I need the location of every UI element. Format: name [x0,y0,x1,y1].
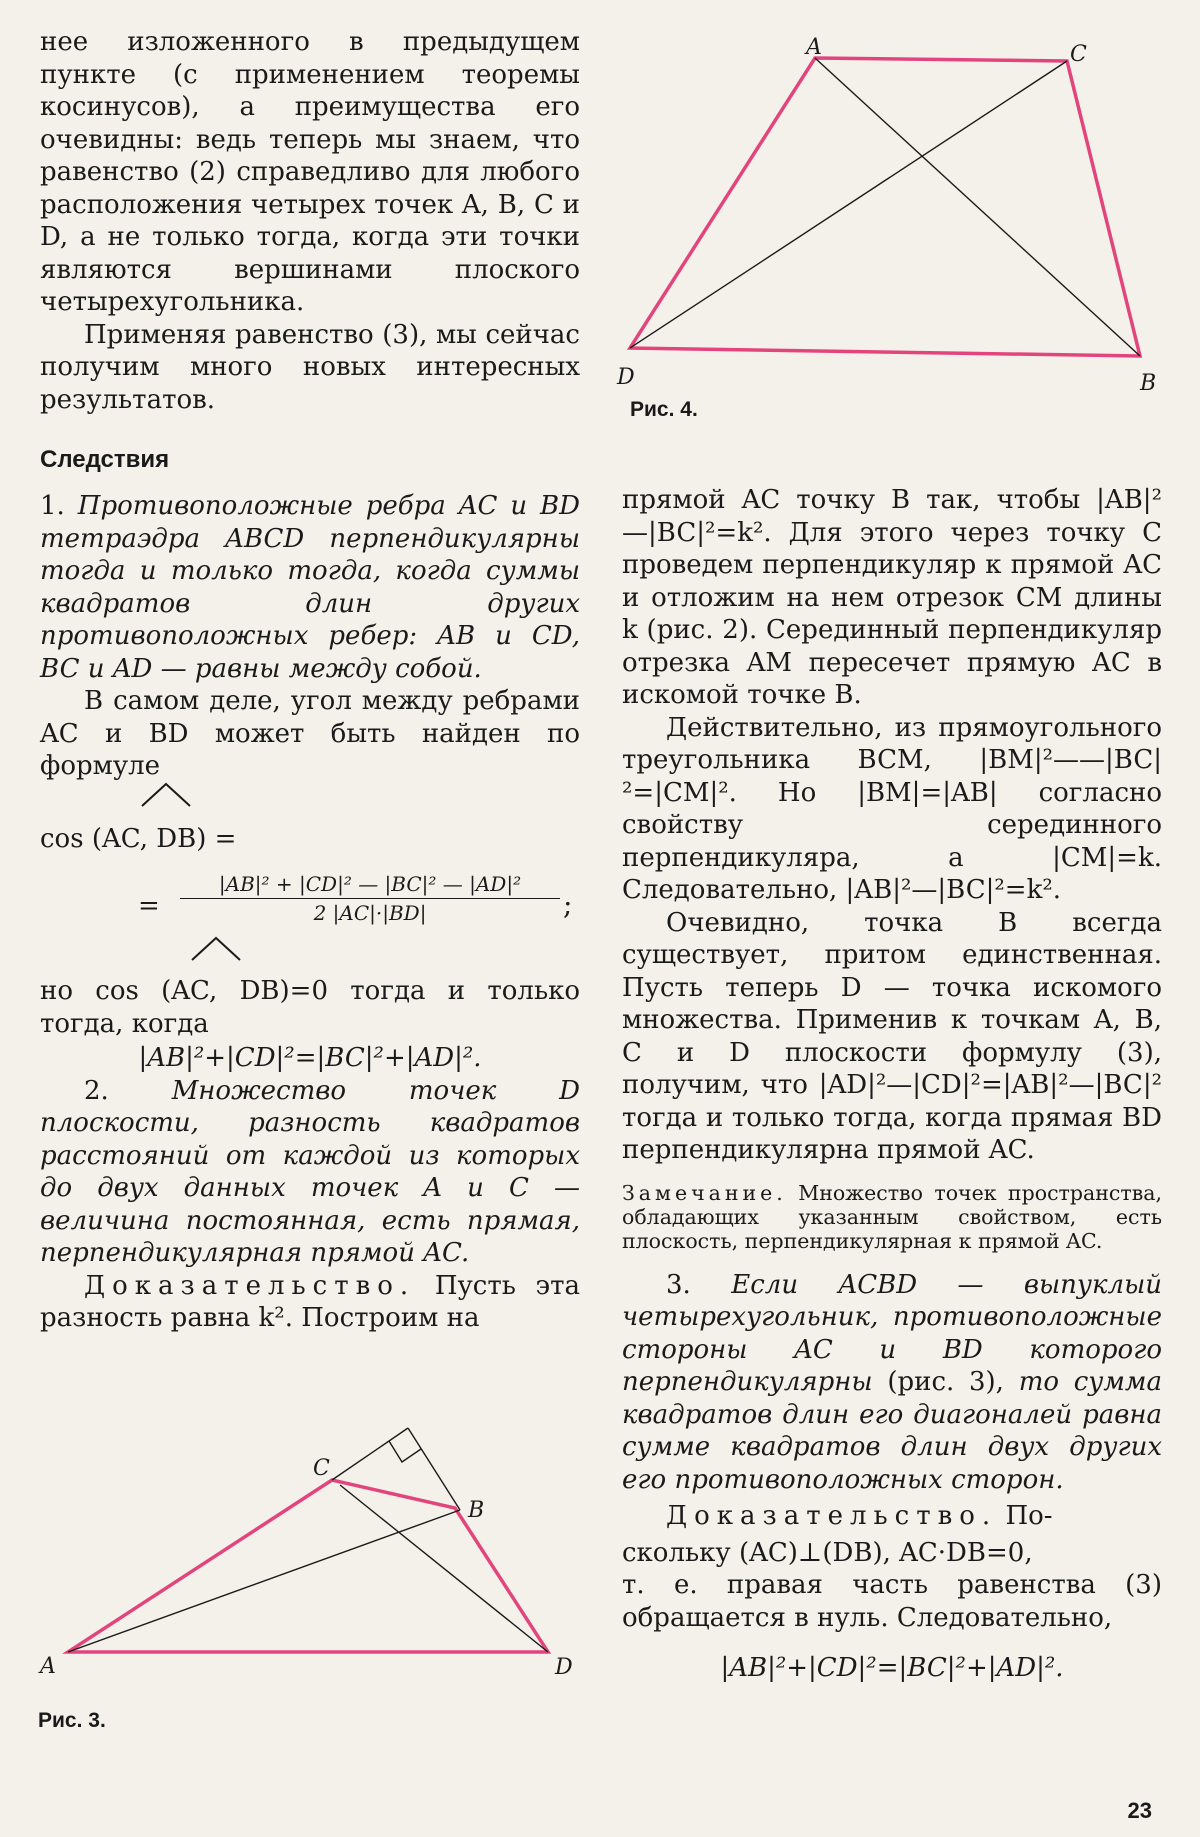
fig4-diagonal-cd [630,61,1067,348]
fig4-label-c: C [1070,42,1087,67]
fig3-label-b: B [468,1498,485,1523]
construction-paragraph: прямой AC точку B так, чтобы |AB|²—|BC|²=k². Для этого через точку C проведем перпендикуляр к прямой AC и отложим на нем отрезок CM длины k (рис. 2). Серединный перпендикуляр отрезка AM пересечет прямую AC в искомой точке B. [622,485,1162,710]
section-heading: Следствия [40,446,170,473]
fig4-label-a: A [806,35,822,60]
proof-perpendicular-line: скольку (AC)⊥(DB), AC·DB=0, [622,1537,1033,1568]
corollary-2-number: 2. [84,1075,109,1106]
page-number: 23 [1127,1798,1152,1823]
indeed-paragraph: Действительно, из прямоугольного треугольника BCM, |BM|²——|BC|²=|CM|². Но |BM|=|AB| согласно свойству серединного перпендикуляра, а |CM|=k. Следовательно, |AB|²—|BC|²=k². [622,712,1162,905]
corollary-3-statement-b: то сумма квадратов длин его диагоналей равна сумме квадратов длин двух других его противоположных сторон. [622,1367,1162,1495]
remark-text: Множество точек пространства, обладающих указанным свойством, есть плоскость, перпендикулярная к прямой AC. [622,1180,1162,1253]
cos-lhs: cos (AC, DB) = [40,824,237,854]
fig4-label-d: D [617,365,635,390]
fig4-diagonal-ab [815,58,1140,356]
fig3-label-c: C [313,1456,330,1481]
corollary-2-statement: Множество точек D плоскости, разность квадратов расстояний от каждой из которых до двух данных точек A и C — величина постоянная, есть прямая, перпендикулярная прямой AC. [40,1075,580,1268]
fraction-numerator: |AB|² + |CD|² — |BC|² — |AD|² [180,872,560,899]
proof-rest: т. е. правая часть равенства (3) обращается в нуль. Следовательно, [622,1570,1162,1633]
fig4-caption: Рис. 4. [630,398,698,421]
corollary-1-number: 1. [40,491,65,521]
remark-label: Замечание. [622,1180,787,1205]
fig4-trapezoid [630,58,1140,356]
corollary-1-equation: |AB|²+|CD|²=|BC|²+|AD|². [138,1043,482,1073]
fig3-label-d: D [555,1655,573,1680]
intro-paragraph: нее изложенного в предыдущем пункте (с применением теоремы косинусов), а преимущества его очевидны: ведь теперь мы знаем, что равенство (2) справедливо для любого расположения четырех точек A, B, C и D, а не только тогда, когда эти точки являются вершинами плоского четырехугольника. [40,27,580,317]
but-cos-line: но cos (AC, DB)=0 тогда и только тогда, когда [40,976,580,1039]
corollary-3-statement-a: Если ACBD — выпуклый четырехугольник, противоположные стороны AC и BD которого перпендикулярны [622,1269,1162,1397]
fig3-caption: Рис. 3. [38,1709,106,1732]
corollary-1-proof: В самом деле, угол между ребрами AC и BD может быть найден по формуле [40,686,580,781]
obviously-paragraph: Очевидно, точка B всегда существует, притом единственная. Пусть теперь D — точка искомого множества. Применив к точкам A, B, C и D плоскости формулу (3), получим, что |AD|²—|CD|²=|AB|²—|BC|² тогда и только тогда, когда прямая BD перпендикулярна прямой AC. [622,907,1162,1165]
corollary-3-equation: |AB|²+|CD|²=|BC|²+|AD|². [720,1653,1064,1683]
corollary-3-figure-ref: (рис. 3), [887,1367,1004,1397]
fig4-label-b: B [1140,371,1157,396]
fig3-label-a: A [40,1654,56,1679]
proof-label-left: Доказательство. [84,1270,416,1301]
proof-label-right: Доказательство. [666,1501,998,1531]
proof-start: Пусть эта разность равна k². Построим на [40,1270,580,1333]
apply-paragraph: Применяя равенство (3), мы сейчас получим много новых интересных результатов. [40,319,580,415]
fraction-semicolon: ; [563,888,573,921]
frac-equals: = [138,891,160,921]
corollary-3-number: 3. [666,1269,691,1300]
fraction-denominator: 2 |AC|·|BD| [313,901,427,925]
proof-after: По- [1005,1501,1053,1531]
corollary-1-statement: Противоположные ребра AC и BD тетраэдра ABCD перпендикулярны тогда и только тогда, когда суммы квадратов длин других противоположных ребер: AB и CD, BC и AD — равны между собой. [40,491,580,684]
